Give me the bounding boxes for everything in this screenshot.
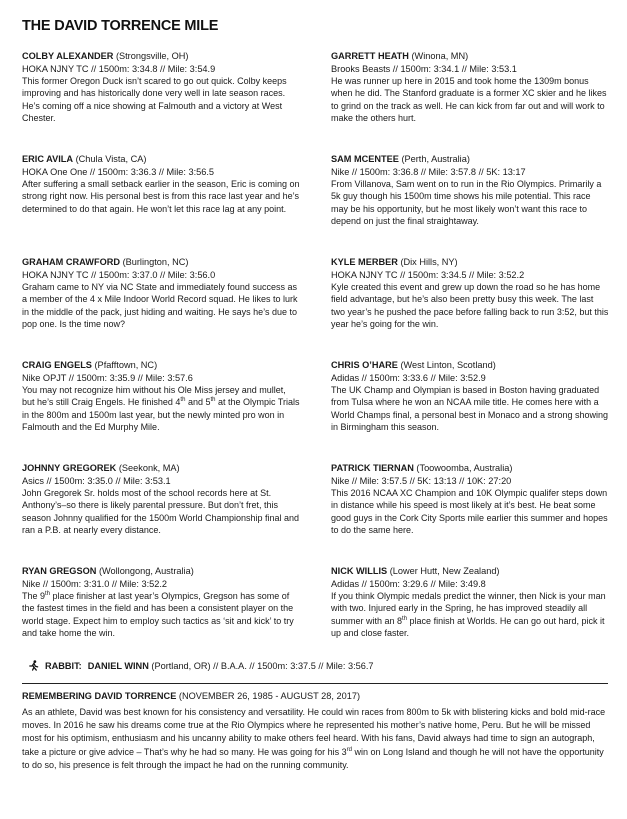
athlete-name-line <box>331 359 609 372</box>
athlete-name: CHRIS O’HARE <box>331 360 398 370</box>
athlete-graham-crawford <box>22 256 300 359</box>
rabbit-label: RABBIT: <box>45 660 82 671</box>
memorial-title: REMEMBERING DAVID TORRENCE <box>22 691 177 701</box>
text-run: If you think Olympic medals predict the winner, then Nick is your man with two. Injured early in the Spring, he has improved steadily all summer with an 8 <box>331 591 606 626</box>
athlete-craig-engels <box>22 359 300 462</box>
superscript: th <box>45 591 51 597</box>
superscript: rd <box>346 746 353 753</box>
superscript: th <box>210 397 216 404</box>
athlete-garrett-heath <box>331 50 609 153</box>
runner-icon <box>28 660 39 671</box>
athlete-johnny-gregorek <box>22 462 300 565</box>
right-column <box>331 50 609 668</box>
athlete-hometown: (Dix Hills, NY) <box>400 257 458 267</box>
athlete-patrick-tiernan <box>331 462 609 565</box>
text-run: and 5 <box>185 397 211 408</box>
athlete-name-line <box>22 359 300 372</box>
athlete-bio: This former Oregon Duck isn’t scared to go out quick. Colby keeps improving and has historically done very well in late season races. He’s coming off a nice showing at Falmouth and a victory at West Chester. <box>22 76 287 123</box>
athlete-stats: HOKA NJNY TC // 1500m: 3:34.8 // Mile: 3:54.9 <box>22 63 216 74</box>
athlete-hometown: (Burlington, NC) <box>122 257 189 267</box>
athlete-hometown: (Lower Hutt, New Zealand) <box>389 566 500 576</box>
athlete-hometown: (West Linton, Scotland) <box>400 360 496 370</box>
memorial-section <box>22 690 610 772</box>
athlete-hometown: (Perth, Australia) <box>401 154 470 164</box>
left-column <box>22 50 300 668</box>
athlete-bio <box>22 590 300 639</box>
athlete-name-line <box>22 153 300 166</box>
athlete-name: ERIC AVILA <box>22 154 74 164</box>
athlete-stats: Adidas // 1500m: 3:29.6 // Mile: 3:49.8 <box>331 578 486 589</box>
rabbit-entry <box>88 661 374 671</box>
athlete-name-line <box>331 50 609 63</box>
athlete-name-line <box>331 565 609 578</box>
athlete-nick-willis <box>331 565 609 668</box>
athlete-chris-o-hare <box>331 359 609 462</box>
athlete-stats: Nike OPJT // 1500m: 3:35.9 // Mile: 3:57.6 <box>22 372 193 383</box>
athlete-sam-mcentee <box>331 153 609 256</box>
athlete-bio: From Villanova, Sam went on to run in the Rio Olympics. Primarily a 5k guy though his 1500m time shows his mile potential. This race may be his opportunity, but he most likely won’t want this race to depend on just the final straightaway. <box>331 179 602 226</box>
athlete-stats: Adidas // 1500m: 3:33.6 // Mile: 3:52.9 <box>331 372 486 383</box>
athlete-stats: HOKA NJNY TC // 1500m: 3:37.0 // Mile: 3:56.0 <box>22 269 216 280</box>
athlete-name: GRAHAM CRAWFORD <box>22 257 120 267</box>
superscript: th <box>180 397 186 404</box>
athlete-hometown: (Chula Vista, CA) <box>75 154 147 164</box>
athlete-name-line <box>22 462 300 475</box>
rabbit-line <box>28 660 374 671</box>
text-run: win on Long Island and though he will not have the opportunity to do so, his presence is felt through the impact he had on the running community. <box>22 746 604 770</box>
athlete-kyle-merber <box>331 256 609 359</box>
athlete-name-line <box>331 462 609 475</box>
athlete-eric-avila <box>22 153 300 256</box>
athlete-hometown: (Wollongong, Australia) <box>98 566 194 576</box>
athlete-hometown: (Winona, MN) <box>411 51 469 61</box>
text-run: The 9 <box>22 591 46 601</box>
athlete-bio: He was runner up here in 2015 and took home the 1309m bonus when he did. The Stanford graduate is a former XC skier and he likes to grind on the track as well. He can kick from far out and will work to make the others hurt. <box>331 76 607 123</box>
text-run: at the Olympic Trials in the 800m and 1500m last year, but the newly minted pro won in Falmouth and the Ed Murphy Mile. <box>22 397 300 432</box>
athlete-name: JOHNNY GREGOREK <box>22 463 117 473</box>
athlete-name-line <box>331 153 609 166</box>
rabbit-details: (Portland, OR) // B.A.A. // 1500m: 3:37.5 // Mile: 3:56.7 <box>151 660 374 671</box>
athlete-name-line <box>22 256 300 269</box>
athlete-hometown: (Seekonk, MA) <box>118 463 180 473</box>
athlete-name: COLBY ALEXANDER <box>22 51 114 61</box>
athlete-stats: Brooks Beasts // 1500m: 3:34.1 // Mile: 3:53.1 <box>331 63 517 74</box>
athlete-stats: Nike // Mile: 3:57.5 // 5K: 13:13 // 10K: 27:20 <box>331 475 512 486</box>
memorial-dates: (NOVEMBER 26, 1985 - AUGUST 28, 2017) <box>178 691 360 701</box>
athlete-stats: HOKA NJNY TC // 1500m: 3:34.5 // Mile: 3:52.2 <box>331 269 525 280</box>
athlete-name-line <box>22 50 300 63</box>
memorial-heading <box>22 690 610 703</box>
athlete-name-line <box>22 565 300 578</box>
athlete-stats: Asics // 1500m: 3:35.0 // Mile: 3:53.1 <box>22 475 171 486</box>
athlete-bio: John Gregorek Sr. holds most of the school records here at St. Anthony’s–so there is likely parental pressure. But don’t fret, this season Johnny qualified for the 1500m World Championship final and ran a P.B. at nearly every distance. <box>22 488 300 535</box>
athlete-colby-alexander <box>22 50 300 153</box>
athlete-name: RYAN GREGSON <box>22 566 97 576</box>
athlete-hometown: (Pfafftown, NC) <box>94 360 158 370</box>
athlete-ryan-gregson <box>22 565 300 668</box>
memorial-text <box>22 706 610 772</box>
athlete-hometown: (Strongsville, OH) <box>115 51 189 61</box>
athlete-bio: Kyle created this event and grew up down the road so he has home field advantage, but he’s also been pretty busy this week. The last two year’s he pushed the pace before falling back to run 3:52, but this year he’s going for the win. <box>331 282 609 329</box>
athlete-name: KYLE MERBER <box>331 257 398 267</box>
athlete-bio: The UK Champ and Olympian is based in Boston having graduated from Tulsa where he won an NCAA mile title. He comes here with a World Champs final, a personal best in Monaco and a strong showing in Birmingham this season. <box>331 385 608 432</box>
athlete-stats: Nike // 1500m: 3:31.0 // Mile: 3:52.2 <box>22 578 168 589</box>
rabbit-name: DANIEL WINN <box>87 660 149 671</box>
athlete-bio <box>22 384 300 433</box>
athlete-bio: This 2016 NCAA XC Champion and 10K Olympic qualifer steps down in distance while his speed is most likely at it’s best. He beat some good guys in the Cork City Sports mile earlier this summer and hopes to do the same here. <box>331 488 608 535</box>
athlete-stats: HOKA One One // 1500m: 3:36.3 // Mile: 3:56.5 <box>22 166 215 177</box>
section-divider <box>22 683 608 684</box>
text-run: place finisher at last year’s Olympics, Gregson has some of the fastest times in the field and has been a consistent player on the world stage. Expect him to employ such tactics as ‘sit and kick’ to try and take home the win. <box>22 591 294 638</box>
text-run: place finish at Worlds. He can go out hard, pick it up and close faster. <box>331 615 605 638</box>
text-run: As an athlete, David was best known for his consistency and versatility. He could win races from 800m to 5k with blistering kicks and bold mid-race moves. In 2016 he saw his dreams come true at the Rio Olympics where he represented his mother’s native home, Peru. But he will be missed most for his optimism, enthusiasm and his uncanny ability to make others feel heard. With his fans, David always had time to sign an autograph, take a picture or give advice – That’s why he had so many. He was going for his 3 <box>22 707 606 757</box>
athlete-name: PATRICK TIERNAN <box>331 463 414 473</box>
athlete-name: SAM MCENTEE <box>331 154 399 164</box>
athlete-bio <box>331 590 609 639</box>
superscript: th <box>402 615 408 622</box>
athlete-hometown: (Toowoomba, Australia) <box>416 463 513 473</box>
athlete-bio: Graham came to NY via NC State and immediately found success as a member of the 4 x Mile Indoor World Record squad. He likes to lurk in the middle of the pack, just hiding and waiting. He says he’s due to pop one. Is the time now? <box>22 282 298 329</box>
text-run: You may not recognize him without his Ole Miss jersey and mullet, but he’s still Craig Engels. He finished 4 <box>22 385 286 408</box>
athlete-name: NICK WILLIS <box>331 566 388 576</box>
athlete-bio: After suffering a small setback earlier in the season, Eric is coming on strong right now. His personal best is from this race last year and he’s determined to do that again. He won’t let this race lag at any point. <box>22 179 300 214</box>
athlete-name-line <box>331 256 609 269</box>
athlete-name: GARRETT HEATH <box>331 51 409 61</box>
athlete-name: CRAIG ENGELS <box>22 360 92 370</box>
page-title: THE DAVID TORRENCE MILE <box>22 18 219 34</box>
athlete-stats: Nike // 1500m: 3:36.8 // Mile: 3:57.8 // 5K: 13:17 <box>331 166 526 177</box>
